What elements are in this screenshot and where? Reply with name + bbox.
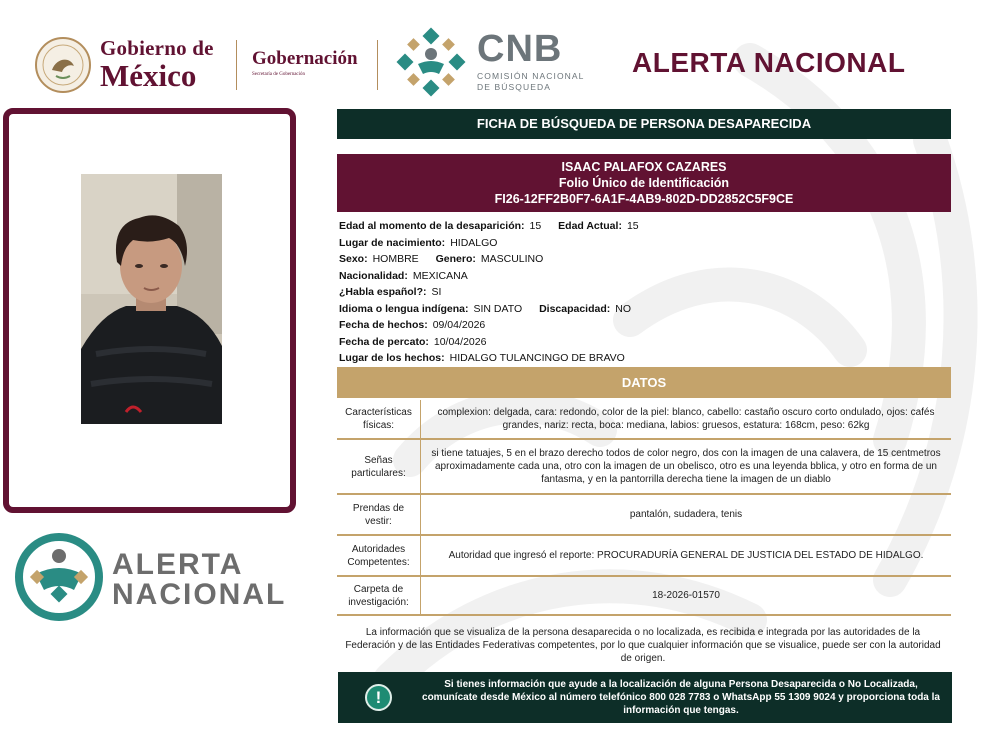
ficha-title-bar: FICHA DE BÚSQUEDA DE PERSONA DESAPARECIDA bbox=[337, 109, 951, 139]
datos-row bbox=[337, 495, 951, 536]
alerta-logo-line2: NACIONAL bbox=[112, 578, 287, 611]
info-row-fecha-hechos bbox=[339, 317, 951, 334]
cnb-name-line2: DE BÚSQUEDA bbox=[477, 82, 551, 92]
info-row-fecha-percato bbox=[339, 334, 951, 351]
info-row-edad bbox=[339, 218, 951, 235]
genero-value: MASCULINO bbox=[480, 253, 544, 265]
idioma-value: SIN DATO bbox=[473, 302, 523, 315]
gobierno-line2: México bbox=[100, 58, 197, 93]
alerta-logo-line1: ALERTA bbox=[112, 548, 244, 581]
photo-frame bbox=[3, 108, 296, 513]
contact-text: Si tienes información que ayude a la localización de alguna Persona Desaparecida o No Localizada, comunícate desde México al número telefónico 800 028 7783 o WhatsApp 55 1309 9024 y proporciona toda la información que tengas. bbox=[422, 679, 940, 716]
discapacidad-label: Discapacidad: bbox=[539, 302, 611, 315]
folio-number: FI26-12FF2B0F7-6A1F-4AB9-802D-DD2852C5F9CE bbox=[494, 192, 794, 206]
cnb-emblem-icon bbox=[393, 26, 469, 98]
info-row-sexo bbox=[339, 251, 951, 268]
nacionalidad-value: MEXICANA bbox=[412, 269, 468, 282]
alert-title: ALERTA NACIONAL bbox=[632, 47, 906, 78]
mexico-coat-of-arms-icon bbox=[34, 36, 92, 94]
info-row-nacionalidad bbox=[339, 268, 951, 285]
datos-label: Señas particulares: bbox=[337, 440, 421, 493]
lugar-nacimiento-value: HIDALGO bbox=[450, 236, 498, 249]
datos-title-bar: DATOS bbox=[337, 367, 951, 398]
sexo-value: HOMBRE bbox=[372, 253, 419, 265]
lugar-hechos-label: Lugar de los hechos: bbox=[339, 352, 445, 364]
habla-espanol-value: SI bbox=[431, 286, 442, 298]
edad-desaparicion-label: Edad al momento de la desaparición: bbox=[339, 220, 525, 232]
fecha-hechos-value: 09/04/2026 bbox=[432, 319, 486, 331]
habla-espanol-label: ¿Habla español?: bbox=[339, 286, 427, 298]
datos-table bbox=[337, 400, 951, 616]
edad-actual-label: Edad Actual: bbox=[558, 220, 622, 232]
datos-label: Prendas de vestir: bbox=[337, 495, 421, 534]
datos-value: 18-2026-01570 bbox=[652, 590, 720, 601]
nacionalidad-label: Nacionalidad: bbox=[339, 269, 408, 282]
gobernacion-title: Gobernación bbox=[252, 48, 358, 69]
gobierno-de-mexico-wordmark bbox=[100, 38, 214, 91]
fecha-hechos-label: Fecha de hechos: bbox=[339, 319, 428, 331]
lugar-hechos-value: HIDALGO TULANCINGO DE BRAVO bbox=[449, 352, 625, 364]
gobierno-line1: Gobierno de bbox=[100, 36, 214, 60]
datos-label: Características físicas: bbox=[337, 400, 421, 438]
genero-label: Genero: bbox=[435, 253, 476, 265]
person-info-list bbox=[339, 218, 951, 367]
alerta-nacional-emblem-icon bbox=[14, 532, 104, 622]
datos-value: pantalón, sudadera, tenis bbox=[629, 509, 743, 520]
info-row-lugar-nacimiento bbox=[339, 235, 951, 252]
cnb-acronym: CNB bbox=[477, 28, 563, 70]
fecha-percato-value: 10/04/2026 bbox=[433, 335, 487, 348]
fecha-percato-label: Fecha de percato: bbox=[339, 335, 429, 348]
sexo-label: Sexo: bbox=[339, 253, 368, 265]
gobernacion-subtitle: Secretaría de Gobernación bbox=[252, 72, 306, 77]
header bbox=[0, 0, 981, 105]
cnb-wordmark bbox=[477, 30, 585, 93]
disclaimer-text: La información que se visualiza de la persona desaparecida o no localizada, es recibida e integrada por las autoridades de la Federación y de las Entidades Federativas competentes, por lo que cualquier información que se visualice, puede ser con la autoridad de origen. bbox=[345, 627, 941, 664]
datos-row bbox=[337, 536, 951, 577]
info-row-habla-espanol bbox=[339, 284, 951, 301]
idioma-label: Idioma o lengua indígena: bbox=[339, 302, 469, 315]
contact-bar bbox=[338, 672, 952, 723]
datos-value: Autoridad que ingresó el reporte: PROCURADURÍA GENERAL DE JUSTICIA DEL ESTADO DE HIDALGO. bbox=[448, 550, 924, 561]
datos-value: complexion: delgada, cara: redondo, color de la piel: blanco, cabello: castaño oscuro corto ondulado, ojos: cafés grandes, nariz: recta, boca: mediana, labios: gruesos, estatura: 168cm, peso: 62kg bbox=[437, 407, 935, 431]
header-divider bbox=[236, 40, 237, 90]
person-identity-box bbox=[337, 154, 951, 212]
edad-desaparicion-value: 15 bbox=[529, 220, 542, 232]
datos-value: si tiene tatuajes, 5 en el brazo derecho todos de color negro, dos con la imagen de una calavera, de 15 centmetros aproximadamente cada una, otro con la imagen de un obelisco, otro es una leyenda bblica, y otro en forma de un fantasma, y en la pantorrilla derecha tiene la imagen de un diablo bbox=[431, 448, 941, 485]
lugar-nacimiento-label: Lugar de nacimiento: bbox=[339, 236, 446, 249]
cnb-name-line1: COMISIÓN NACIONAL bbox=[477, 71, 585, 81]
discapacidad-value: NO bbox=[615, 302, 632, 315]
person-photo bbox=[81, 174, 222, 424]
datos-label: Autoridades Competentes: bbox=[337, 536, 421, 575]
folio-label: Folio Único de Identificación bbox=[558, 176, 730, 190]
datos-row bbox=[337, 577, 951, 616]
datos-row bbox=[337, 440, 951, 495]
datos-label: Carpeta de investigación: bbox=[337, 577, 421, 614]
datos-row bbox=[337, 400, 951, 440]
info-row-idioma bbox=[339, 301, 951, 318]
header-divider bbox=[377, 40, 378, 90]
info-row-lugar-hechos bbox=[339, 350, 951, 367]
alerta-nacional-wordmark bbox=[112, 550, 286, 610]
alert-exclamation-icon: ! bbox=[365, 684, 392, 711]
person-name: ISAAC PALAFOX CAZARES bbox=[561, 160, 727, 174]
gobernacion-wordmark bbox=[252, 48, 358, 77]
edad-actual-value: 15 bbox=[626, 220, 639, 232]
